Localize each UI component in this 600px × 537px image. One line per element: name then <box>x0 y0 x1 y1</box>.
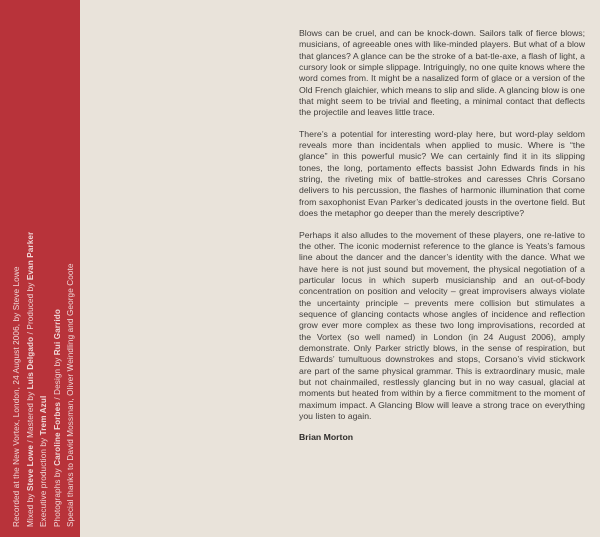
essay-paragraph-2: There’s a potential for interesting word-play here, but word-play seldom reveals more than incidentals when applied to music. Where is “the glance” in this powerful music? We can certainly find it in its slipping tones, the long, portamento effects bassist John Edwards finds in his string, the riveting mix of battle-strokes and caresses Chris Corsano delivers to his percussion, the flashes of harmonic illumination that come from saxophonist Evan Parker’s dedicated jousts in the overtone field. But does the metaphor go deeper than the merely descriptive? <box>299 128 585 219</box>
separator: / <box>25 440 35 443</box>
design-label: Design by <box>52 357 62 395</box>
essay-paragraph-1: Blows can be cruel, and can be knock-down. Sailors talk of fierce blows; musicians, of agreeable ones with like-minded players. But what of a blow that glances? A glance can be the stroke of a bat-tle-axe, a flash of light, a cursory look or simple slippage. Intriguingly, no one quite knows where the word comes from. It might be a nasalized form of glace or a version of the Old French glaichier, which means to slip and slide. A glancing blow is one that might seem to be trivial and fleeting, a minimal contact that deflects the projectile and leaves little trace. <box>299 28 585 118</box>
author-name: Brian Morton <box>299 432 354 443</box>
mixed-by-label: Mixed by <box>25 493 35 527</box>
mixed-by-name: Steve Lowe <box>25 445 35 492</box>
executive-name: Trem Azul <box>39 395 48 436</box>
photographs-label: Photographs by <box>52 468 62 527</box>
red-side-panel <box>0 0 80 537</box>
photographs-name: Caroline Forbes <box>52 402 62 466</box>
credit-photo-design <box>51 7 65 527</box>
separator: / <box>52 397 62 400</box>
produced-by-name: Evan Parker <box>25 231 35 281</box>
credit-thanks: Special thanks to David Mossman, Oliver Weindling and George Coote <box>66 263 75 527</box>
design-name: Rui Garrido <box>52 309 62 356</box>
credit-executive <box>37 7 51 527</box>
executive-label: Executive production by <box>39 437 48 527</box>
mastered-by-label: Mastered by <box>25 391 35 438</box>
essay-text <box>299 28 585 444</box>
separator: / <box>25 331 35 335</box>
mastered-by-name: Luís Delgado <box>25 336 35 390</box>
produced-by-label: Produced by <box>25 282 35 330</box>
credit-production-line <box>24 7 38 527</box>
credits-block <box>10 7 78 527</box>
credit-recorded: Recorded at the New Vortex, London, 24 August 2006, by Steve Lowe <box>12 266 21 527</box>
essay-paragraph-3: Perhaps it also alludes to the movement of these players, one re-lative to the other. The iconic modernist reference to the glance is Yeats’s famous line about the dancer and the dancer’s identity with the dance. What we have here is not just sound but movement, the physical negotiation of a particular locus in which superb musicianship and an out-of-body concentration on position and velocity – great improvisers always violate the uncertainty principle – prevents mere collision but stimulates a sequence of glancing contacts whose angles of incidence and reflection grow ever more complex as these two long improvisations, recorded at the Vortex (so well named) in London (in 24 August 2006), amply demonstrate. Only Parker strictly blows, in the sense of respiration, but Edwards’ tumultuous downstrokes and stops, Corsano’s vivid stickwork are part of the same physical grammar. This is extraordinary music, male but not chainmailed, restlessly glancing but in no way casual, glacial at moments but heated from within by a fierce commitment to the moment of maximum impact. A Glancing Blow will leave a strong trace on everything you listen to again. <box>299 229 585 421</box>
